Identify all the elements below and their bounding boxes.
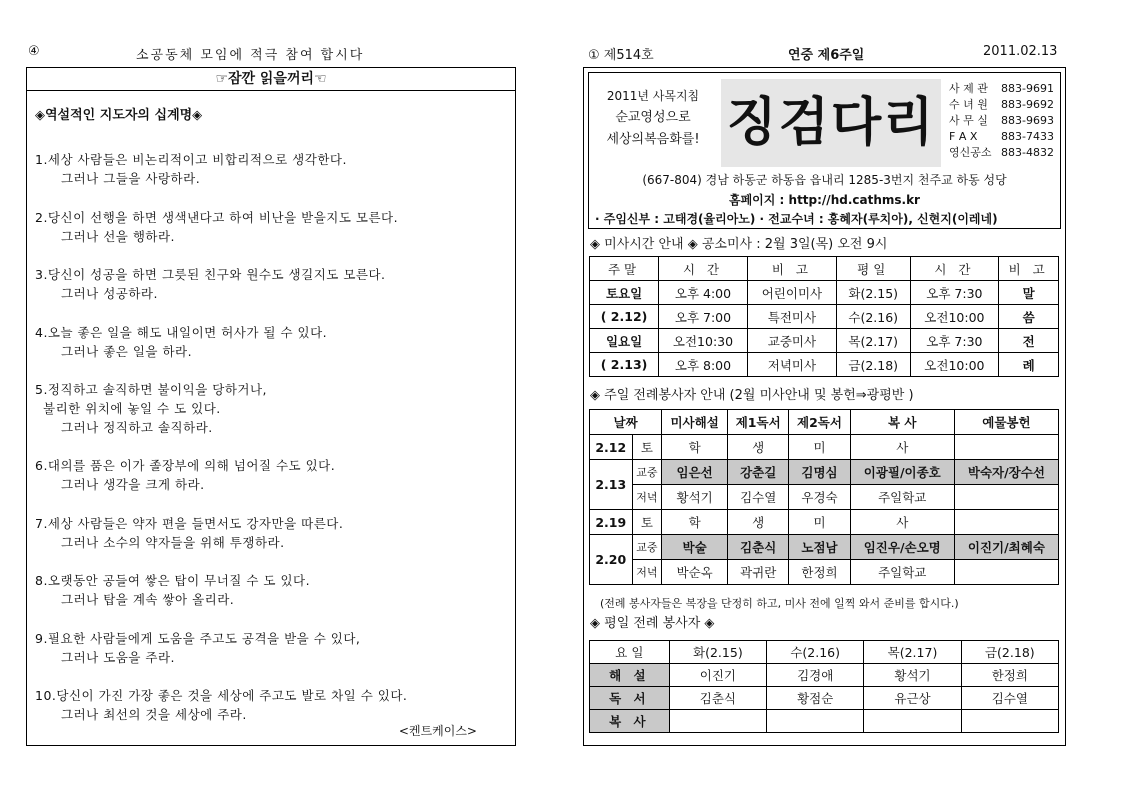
server-schedule-table — [589, 409, 1059, 585]
table-cell: 학 — [662, 510, 728, 535]
table-cell: 주일학교 — [850, 560, 954, 585]
guideline-motto-1: 순교영성으로 — [615, 110, 691, 125]
homepage-link[interactable]: 홈페이지 : http://hd.cathms.kr — [729, 193, 920, 207]
table-row — [590, 353, 1059, 377]
table-cell: 김춘식 — [728, 535, 789, 560]
table-cell: 황석기 — [864, 664, 961, 687]
mass-head: 평일 — [836, 257, 910, 281]
mass-head: 비 고 — [747, 257, 836, 281]
mass-type: 저녁 — [632, 560, 662, 585]
item-statement: 4.오늘 좋은 일을 해도 내일이면 허사가 될 수 있다. — [35, 324, 328, 340]
issue-date: 2011.02.13 — [983, 44, 1058, 59]
table-cell: 강춘길 — [728, 460, 789, 485]
table-cell: 해 설 — [590, 664, 670, 687]
table-cell: 전 — [999, 329, 1059, 353]
table-cell: 목(2.17) — [836, 329, 910, 353]
table-cell: 씀 — [999, 305, 1059, 329]
table-cell: 김명심 — [789, 460, 850, 485]
table-cell — [961, 710, 1058, 733]
table-cell — [669, 710, 766, 733]
server-weekday: 토 — [632, 435, 662, 460]
table-cell: 김수열 — [961, 687, 1058, 710]
table-row — [590, 281, 1059, 305]
pastoral-guideline — [593, 85, 713, 151]
table-cell: 박술 — [662, 535, 728, 560]
contact-row — [949, 81, 1054, 97]
item-statement: 6.대의를 품은 이가 졸장부에 의해 넘어질 수도 있다. — [35, 458, 336, 473]
table-cell: 일요일 — [590, 329, 659, 353]
list-item — [35, 265, 386, 303]
item-response: 그러나 선을 행하라. — [61, 228, 176, 244]
item-response: 그러나 최선의 것을 세상에 주라. — [61, 707, 247, 722]
reading-box — [26, 67, 516, 746]
contact-number: 883-9692 — [1001, 98, 1054, 111]
table-cell: 한정희 — [789, 560, 850, 585]
list-item — [35, 456, 335, 494]
weekday-server-title: ◈ 평일 전례 봉사자 ◈ — [590, 616, 715, 631]
item-response: 그러나 탑을 계속 쌓아 올리라. — [61, 592, 235, 607]
item-statement: 8.오랫동안 공들여 쌓은 탑이 무너질 수 도 있다. — [35, 573, 311, 588]
table-cell: 오전10:00 — [910, 353, 999, 377]
server-head: 복 사 — [850, 410, 954, 435]
server-note: (전례 봉사자들은 복장을 단정히 하고, 미사 전에 일찍 와서 준비를 합시다.) — [600, 597, 959, 610]
table-cell: 곽귀란 — [728, 560, 789, 585]
reading-box-title: ☞잠깐 읽을꺼리☜ — [27, 68, 515, 91]
table-cell — [954, 485, 1058, 510]
item-response: 그러나 정직하고 솔직하라. — [61, 420, 213, 435]
mass-head: 시 간 — [910, 257, 999, 281]
mass-type: 저녁 — [632, 485, 662, 510]
server-date: 2.12 — [590, 435, 633, 460]
item-statement: 1.세상 사람들은 비논리적이고 비합리적으로 생각한다. — [35, 152, 347, 167]
table-cell: 이광필/이종호 — [850, 460, 954, 485]
item-statement: 3.당신이 성공을 하면 그릇된 친구와 원수도 생길지도 모른다. — [35, 267, 386, 282]
table-cell: 오후 4:00 — [659, 281, 748, 305]
table-row — [590, 687, 1059, 710]
reading-heading: ◈역설적인 지도자의 십계명◈ — [35, 108, 203, 123]
mass-type: 교중 — [632, 535, 662, 560]
liturgical-season: 연중 제6주일 — [788, 48, 865, 63]
weekday-server-table — [589, 640, 1059, 733]
table-row — [590, 435, 1059, 460]
table-cell: 우경숙 — [789, 485, 850, 510]
item-statement: 9.필요한 사람들에게 도움을 주고도 공격을 받을 수 있다, — [35, 630, 361, 646]
server-date: 2.19 — [590, 510, 633, 535]
table-row — [590, 257, 1059, 281]
server-head: 제1독서 — [728, 410, 789, 435]
table-cell: 김수열 — [728, 485, 789, 510]
week-head: 화(2.15) — [669, 641, 766, 664]
item-statement: 5.정직하고 솔직하면 불이익을 당하거나, — [35, 382, 268, 397]
server-schedule-title: ◈ 주일 전례봉사자 안내 (2월 미사안내 및 봉헌⇒광평반 ) — [590, 388, 914, 403]
table-cell — [954, 510, 1058, 535]
table-cell: 특전미사 — [747, 305, 836, 329]
table-cell: 화(2.15) — [836, 281, 910, 305]
contact-number: 883-4832 — [1001, 146, 1054, 159]
contact-label: 영신공소 — [949, 146, 992, 159]
table-cell — [864, 710, 961, 733]
signature: <켄트케이스> — [398, 724, 477, 738]
left-slogan: 소공동체 모임에 적극 참여 합시다 — [136, 48, 365, 63]
table-cell: 유근상 — [864, 687, 961, 710]
item-response: 그러나 생각을 크게 하라. — [61, 477, 205, 492]
table-cell: 이진기/최혜숙 — [954, 535, 1058, 560]
server-head: 제2독서 — [789, 410, 850, 435]
right-page-header — [588, 44, 1066, 64]
server-head-date: 날짜 — [590, 410, 662, 435]
table-row — [590, 710, 1059, 733]
table-row — [590, 641, 1059, 664]
contact-label: 사 무 실 — [949, 114, 988, 127]
table-cell: 김경애 — [767, 664, 864, 687]
table-cell: 교중미사 — [747, 329, 836, 353]
table-row — [590, 560, 1059, 585]
item-statement: 10.당신이 가진 가장 좋은 것을 세상에 주고도 발로 차일 수 있다. — [35, 688, 408, 703]
contact-number: 883-7433 — [1001, 130, 1054, 143]
table-cell: ( 2.12) — [590, 305, 659, 329]
table-cell: 임은선 — [662, 460, 728, 485]
guideline-year: 2011년 사목지침 — [606, 89, 700, 103]
contact-label: 수 녀 원 — [949, 98, 988, 111]
server-date: 2.20 — [590, 535, 633, 585]
table-row — [590, 305, 1059, 329]
table-cell — [767, 710, 864, 733]
contact-label: 사 제 관 — [949, 82, 988, 95]
list-item — [35, 150, 347, 188]
mass-head: 주말 — [590, 257, 659, 281]
table-cell: 생 — [728, 435, 789, 460]
mass-schedule-title: ◈ 미사시간 안내 ◈ 공소미사 : 2월 3일(목) 오전 9시 — [590, 237, 888, 252]
list-item — [35, 514, 343, 552]
list-item — [35, 380, 267, 437]
mass-head: 시 간 — [659, 257, 748, 281]
table-cell: 노점남 — [789, 535, 850, 560]
week-head: 금(2.18) — [961, 641, 1058, 664]
week-head: 요 일 — [590, 641, 670, 664]
table-row — [590, 664, 1059, 687]
table-cell: 오후 7:00 — [659, 305, 748, 329]
table-cell: 오전10:30 — [659, 329, 748, 353]
item-response: 그러나 소수의 약자들을 위해 투쟁하라. — [61, 534, 285, 550]
mass-schedule-table — [589, 256, 1059, 377]
table-row — [590, 410, 1059, 435]
table-cell: 사 — [850, 435, 954, 460]
table-cell: 한정희 — [961, 664, 1058, 687]
issue-number: ① 제514호 — [588, 48, 654, 63]
contact-list — [949, 81, 1054, 161]
week-head: 수(2.16) — [767, 641, 864, 664]
item-response: 그러나 그들을 사랑하라. — [61, 171, 201, 186]
table-cell: 토요일 — [590, 281, 659, 305]
item-response: 그러나 도움을 주라. — [61, 649, 176, 665]
list-item — [35, 629, 360, 667]
table-cell: 이진기 — [669, 664, 766, 687]
list-item — [35, 686, 407, 724]
contact-row — [949, 97, 1054, 113]
server-head: 예물봉헌 — [954, 410, 1058, 435]
item-response: 그러나 성공하라. — [61, 286, 158, 301]
table-cell: 수(2.16) — [836, 305, 910, 329]
table-cell — [954, 560, 1058, 585]
left-page-number: ④ — [28, 44, 40, 59]
mass-type: 교중 — [632, 460, 662, 485]
mass-head: 비 고 — [999, 257, 1059, 281]
table-cell: 복 사 — [590, 710, 670, 733]
table-cell: 박숙자/장수선 — [954, 460, 1058, 485]
table-cell — [954, 435, 1058, 460]
bulletin-logo: 징검다리 — [721, 79, 941, 167]
list-item — [35, 323, 327, 361]
table-cell: 독 서 — [590, 687, 670, 710]
table-cell: 례 — [999, 353, 1059, 377]
guideline-motto-2: 세상의복음화를! — [606, 132, 700, 147]
contact-row — [949, 145, 1054, 161]
table-cell: 저녁미사 — [747, 353, 836, 377]
server-head: 미사해설 — [662, 410, 728, 435]
table-cell: 사 — [850, 510, 954, 535]
contact-number: 883-9691 — [1001, 82, 1054, 95]
table-cell: 황점순 — [767, 687, 864, 710]
list-item — [35, 208, 398, 246]
table-cell: 김춘식 — [669, 687, 766, 710]
contact-row — [949, 113, 1054, 129]
parish-address: (667-804) 경남 하동군 하동읍 읍내리 1285-3번지 천주교 하동 성당 — [642, 173, 1007, 187]
masthead — [588, 72, 1061, 229]
contact-number: 883-9693 — [1001, 114, 1054, 127]
left-page-header — [26, 44, 516, 64]
contact-label: F A X — [949, 130, 978, 143]
bulletin-box — [583, 67, 1066, 746]
table-cell: 미 — [789, 435, 850, 460]
item-response: 그러나 좋은 일을 하라. — [61, 343, 193, 359]
week-head: 목(2.17) — [864, 641, 961, 664]
server-date: 2.13 — [590, 460, 633, 510]
item-statement: 7.세상 사람들은 약자 편을 들면서도 강자만을 따른다. — [35, 515, 344, 531]
table-row — [590, 460, 1059, 485]
table-cell: 미 — [789, 510, 850, 535]
table-row — [590, 329, 1059, 353]
table-cell: 오후 7:30 — [910, 281, 999, 305]
table-cell: 오후 8:00 — [659, 353, 748, 377]
table-cell: 말 — [999, 281, 1059, 305]
table-cell: 주일학교 — [850, 485, 954, 510]
table-cell: 금(2.18) — [836, 353, 910, 377]
table-cell: 학 — [662, 435, 728, 460]
table-row — [590, 510, 1059, 535]
table-cell: 생 — [728, 510, 789, 535]
table-row — [590, 535, 1059, 560]
contact-row — [949, 129, 1054, 145]
table-row — [590, 485, 1059, 510]
table-cell: 어린이미사 — [747, 281, 836, 305]
server-weekday: 토 — [632, 510, 662, 535]
table-cell: ( 2.13) — [590, 353, 659, 377]
table-cell: 박순옥 — [662, 560, 728, 585]
table-cell: 임진우/손오명 — [850, 535, 954, 560]
table-cell: 황석기 — [662, 485, 728, 510]
table-cell: 오전10:00 — [910, 305, 999, 329]
table-cell: 오후 7:30 — [910, 329, 999, 353]
item-statement-cont: 불리한 위치에 놓일 수 도 있다. — [43, 401, 221, 416]
parish-staff: · 주임신부 : 고태경(율리아노) · 전교수녀 : 홍혜자(루치아), 신현지(이레네) — [595, 212, 998, 226]
list-item — [35, 571, 310, 609]
item-statement: 2.당신이 선행을 하면 생색낸다고 하여 비난을 받을지도 모른다. — [35, 209, 399, 225]
